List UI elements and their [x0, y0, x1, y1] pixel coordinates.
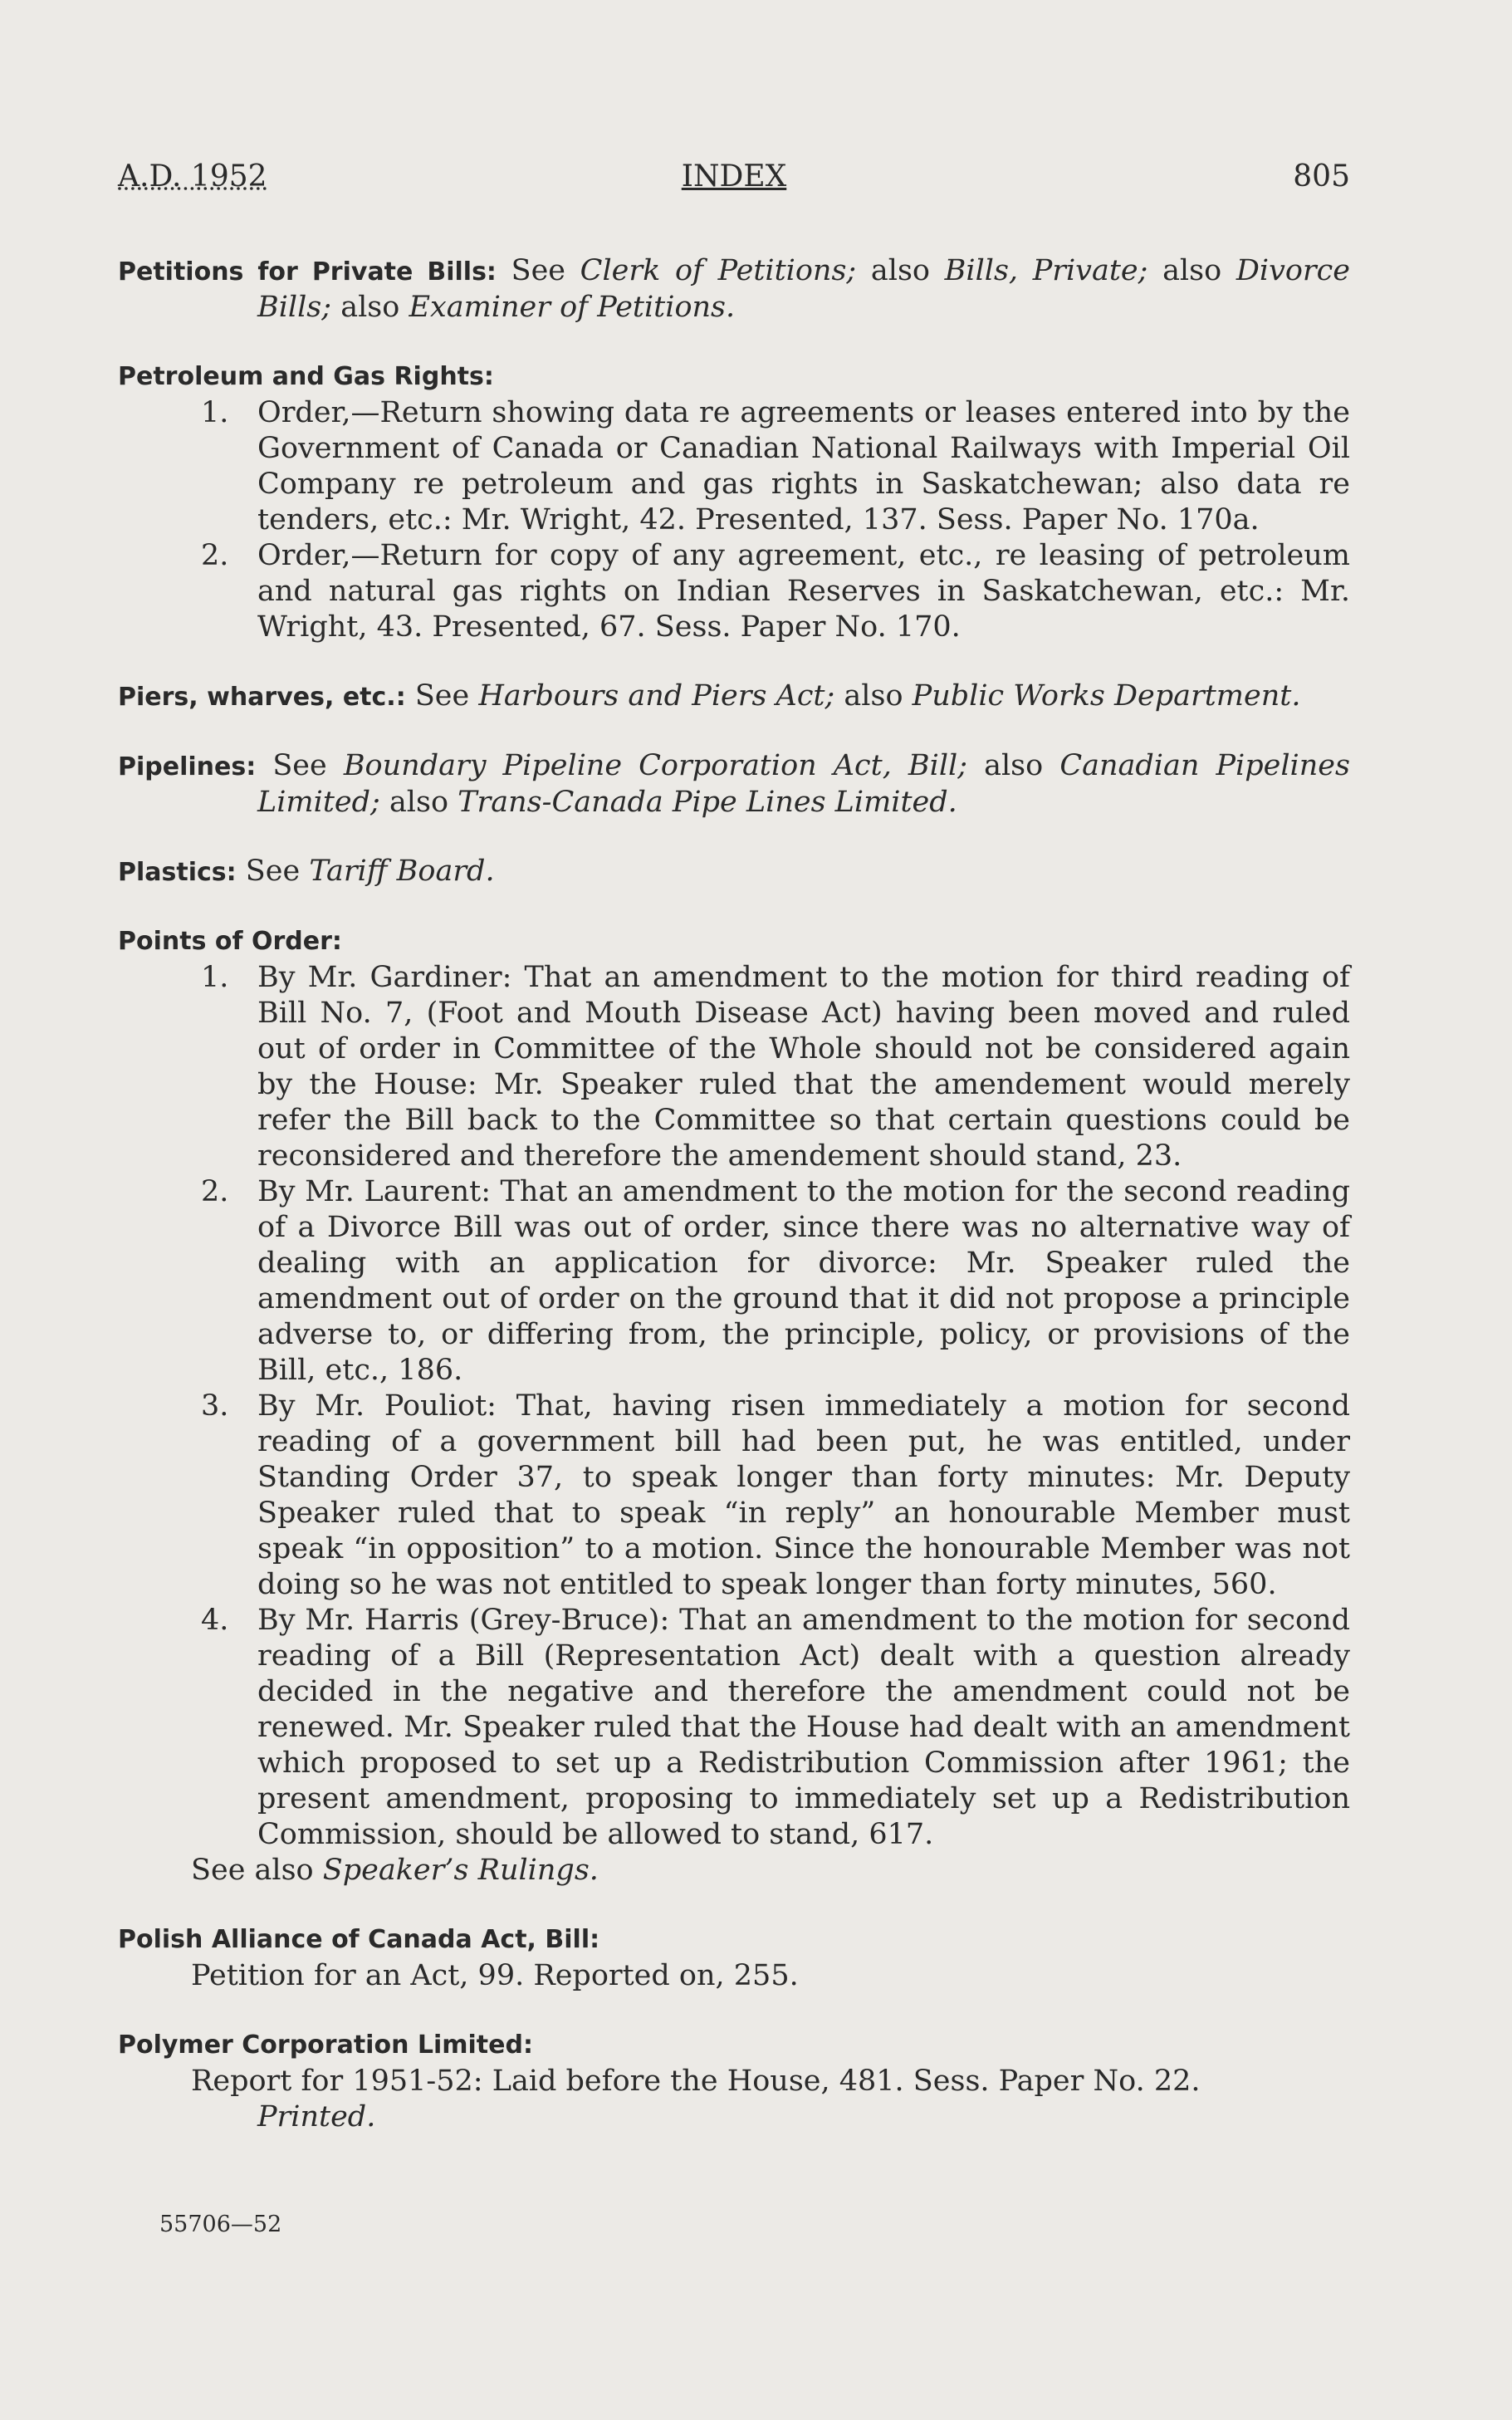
page-header — [118, 159, 1350, 199]
list-item — [118, 1389, 1350, 1603]
list-item — [118, 1603, 1350, 1853]
item-text: By Mr. Gardiner: That an amendment to the motion for third reading of Bill No. 7, (Foot and Mouth Disease Act) having been moved and ruled out of order in Committee of the Whole should not be considered again by the House: Mr. Speaker ruled that the amendement would merely refer the Bill back to the Committee so that certain questions could be reconsidered and therefore the amendement should stand, 23. — [257, 961, 1350, 1173]
cross-reference: Tariff Board. — [309, 855, 495, 888]
header-page-number: 805 — [1293, 159, 1350, 194]
item-number: 3. — [201, 1389, 229, 1423]
see-also-line — [118, 1853, 1350, 1888]
list-item — [118, 538, 1350, 645]
see-label: See — [245, 855, 301, 888]
cross-reference: Canadian Pipelines Limited; — [257, 749, 1350, 819]
list-item — [118, 395, 1350, 538]
see-label: See — [511, 254, 565, 287]
cross-reference: Public Works Department. — [912, 679, 1301, 713]
entry-heading: Polymer Corporation Limited: — [118, 2031, 533, 2060]
index-content — [118, 253, 1350, 2168]
item-number: 2. — [201, 1175, 229, 1208]
cross-reference: Examiner of Petitions. — [409, 291, 736, 324]
entry-detail-continuation: Printed. — [257, 2100, 376, 2133]
entry-polymer-corporation — [118, 2027, 1350, 2135]
item-text: Order,—Return for copy of any agreement, etc., re leasing of petroleum and natural gas rights on Indian Reserves in Saskatchewan, etc.: Mr. Wright, 43. Presented, 67. Sess. Paper No. 170. — [257, 539, 1350, 644]
entry-polish-alliance — [118, 1922, 1350, 1994]
entry-detail: Report for 1951-52: Laid before the House, 481. Sess. Paper No. 22. — [191, 2065, 1201, 2098]
cross-reference: Harbours and Piers Act; — [478, 679, 835, 713]
item-text: By Mr. Pouliot: That, having risen immediately a motion for second reading of a government bill had been put, he was entitled, under Standing Order 37, to speak longer than forty minutes: Mr. Deputy Speaker ruled that to speak “in reply” an honourable Member must speak “in opposition” to a motion. Since the honourable Member was not doing so he was not entitled to speak longer than forty minutes, 560. — [257, 1389, 1350, 1601]
entry-heading: Polish Alliance of Canada Act, Bill: — [118, 1925, 600, 1954]
cross-reference: Speaker’s Rulings. — [322, 1854, 599, 1887]
entry-heading: Piers, wharves, etc.: — [118, 683, 406, 712]
cross-reference: Bills, Private; — [944, 254, 1148, 287]
entry-heading: Plastics: — [118, 858, 237, 887]
item-text: By Mr. Laurent: That an amendment to the motion for the second reading of a Divorce Bill was out of order, since there was no alternative way of dealing with an application for divorce: Mr. Speaker ruled the amendment out of order on the ground that it did not propose a principle adverse to, or differing from, the principle, policy, or provisions of the Bill, etc., 186. — [257, 1175, 1350, 1387]
entry-heading: Points of Order: — [118, 927, 342, 956]
entry-petitions-private-bills: Petitions for Private Bills: See Clerk of Petitions; also Bills, Private; also Divorce Bills; also Examiner of Petitions. — [118, 254, 1350, 324]
see-label: See — [272, 749, 327, 782]
item-number: 1. — [201, 961, 229, 994]
item-number: 4. — [201, 1604, 229, 1637]
item-number: 1. — [201, 396, 229, 429]
see-label: See — [414, 679, 470, 713]
entry-heading: Pipelines: — [118, 752, 257, 781]
entry-detail: Petition for an Act, 99. Reported on, 255. — [191, 1959, 799, 1992]
see-also-label: See also — [191, 1854, 314, 1887]
cross-reference: Trans-Canada Pipe Lines Limited. — [458, 786, 957, 819]
item-number: 2. — [201, 539, 229, 572]
entry-heading: Petitions for Private Bills: — [118, 257, 497, 287]
cross-reference: Divorce Bills; — [257, 254, 1350, 324]
item-text: By Mr. Harris (Grey-Bruce): That an amendment to the motion for second reading of a Bill (Representation Act) dealt with a question already decided in the negative and therefore the amendment could not be renewed. Mr. Speaker ruled that the House had dealt with an amendment which proposed to set up a Redistribution Commission after 1961; the present amendment, proposing to immediately set up a Redistribution Commission, should be allowed to stand, 617. — [257, 1604, 1350, 1851]
entry-plastics — [118, 854, 1350, 890]
header-year: A.D. 1952 — [118, 159, 267, 194]
item-text: Order,—Return showing data re agreements or leases entered into by the Government of Canada or Canadian National Railways with Imperial Oil Company re petroleum and gas rights in Saskatchewan; also data re tenders, etc.: Mr. Wright, 42. Presented, 137. Sess. Paper No. 170a. — [257, 396, 1350, 536]
footer-print-code: 55706—52 — [159, 2212, 282, 2237]
cross-reference: Clerk of Petitions; — [580, 254, 857, 287]
cross-reference: Boundary Pipeline Corporation Act, Bill; — [343, 749, 968, 782]
list-item — [118, 1174, 1350, 1389]
entry-piers-wharves: Piers, wharves, etc.: See Harbours and Piers Act; also Public Works Department. — [118, 679, 1301, 713]
entry-petroleum-gas-rights — [118, 359, 1350, 645]
entry-pipelines: Pipelines: See Boundary Pipeline Corporation Act, Bill; also Canadian Pipelines Limited; also Trans-Canada Pipe Lines Limited. — [118, 749, 1350, 819]
entry-heading: Petroleum and Gas Rights: — [118, 362, 494, 391]
header-title: INDEX — [681, 159, 787, 194]
list-item — [118, 960, 1350, 1174]
entry-points-of-order — [118, 923, 1350, 1888]
